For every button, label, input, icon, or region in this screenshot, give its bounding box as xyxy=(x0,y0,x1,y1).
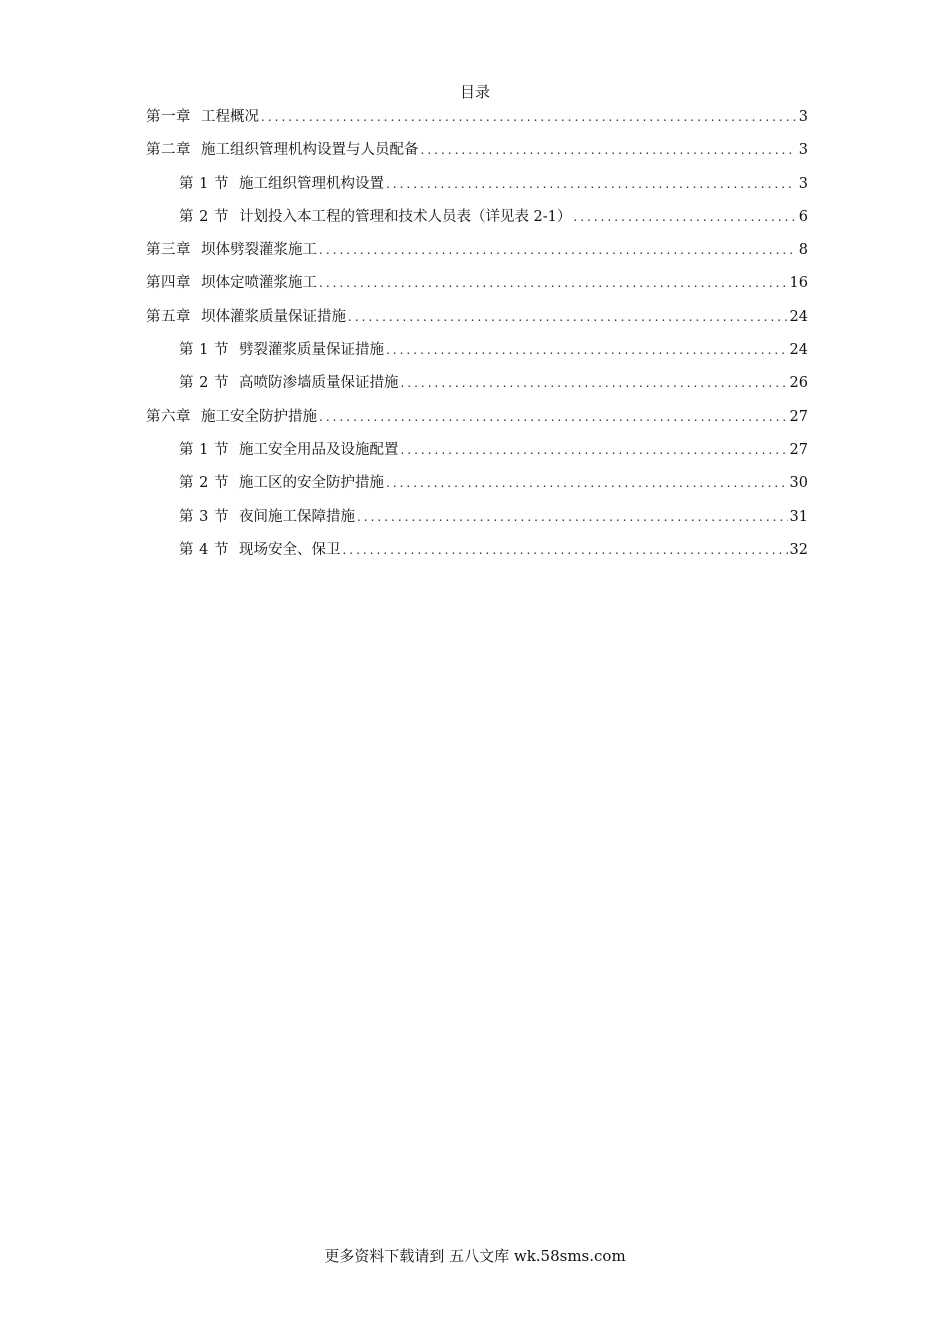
toc-entry-number: 第 1 节 xyxy=(179,175,229,192)
toc-dot-leader xyxy=(573,207,796,227)
toc-entry[interactable] xyxy=(146,140,808,173)
toc-entry-text: 施工安全用品及设施配置 xyxy=(238,441,399,458)
toc-entry-text: 工程概况 xyxy=(201,109,259,125)
toc-entry[interactable] xyxy=(146,540,808,573)
toc-entry-text: 计划投入本工程的管理和技术人员表（详见表 2-1） xyxy=(238,208,572,225)
toc-entry[interactable] xyxy=(146,240,808,273)
toc-entry-number: 第三章 xyxy=(146,242,191,259)
toc-entry-page: 24 xyxy=(789,342,808,359)
toc-entry-number: 第 1 节 xyxy=(179,342,229,359)
toc-entry-text: 夜间施工保障措施 xyxy=(238,508,355,525)
toc-dot-leader xyxy=(421,140,797,160)
toc-entry-text: 施工安全防护措施 xyxy=(201,408,317,425)
toc-entry-number: 第 1 节 xyxy=(179,441,229,458)
toc-entry-number: 第 2 节 xyxy=(179,208,229,225)
toc-entry[interactable] xyxy=(146,340,808,373)
toc-dot-leader xyxy=(386,473,788,493)
toc-entry[interactable] xyxy=(146,273,808,306)
toc-entry-page: 3 xyxy=(798,175,808,192)
toc-entry-text: 现场安全、保卫 xyxy=(238,541,341,558)
page-footer: 更多资料下载请到 五八文库 wk.58sms.com xyxy=(324,1247,626,1265)
toc-entry[interactable] xyxy=(146,440,808,473)
table-of-contents xyxy=(146,107,808,573)
toc-entry-number: 第 4 节 xyxy=(179,541,229,558)
toc-entry-text: 坝体定喷灌浆施工 xyxy=(201,275,317,292)
toc-entry-text: 劈裂灌浆质量保证措施 xyxy=(238,342,384,359)
toc-entry[interactable] xyxy=(146,473,808,506)
toc-entry-page: 32 xyxy=(789,541,808,558)
toc-entry-page: 3 xyxy=(798,142,808,159)
toc-entry-page: 8 xyxy=(798,242,808,259)
toc-dot-leader xyxy=(400,373,787,393)
toc-entry-page: 24 xyxy=(789,308,808,325)
toc-entry-number: 第 2 节 xyxy=(179,375,229,392)
toc-entry-number: 第五章 xyxy=(146,308,191,325)
toc-entry-number: 第 3 节 xyxy=(179,508,229,525)
toc-dot-leader xyxy=(386,174,796,194)
toc-entry[interactable] xyxy=(146,207,808,240)
toc-entry-page: 6 xyxy=(798,208,808,225)
toc-entry-page: 27 xyxy=(789,441,808,458)
toc-entry-text: 坝体灌浆质量保证措施 xyxy=(201,308,346,325)
toc-entry-page: 3 xyxy=(798,109,808,125)
toc-entry-number: 第四章 xyxy=(146,275,191,292)
toc-entry-page: 26 xyxy=(789,375,808,392)
toc-dot-leader xyxy=(319,240,796,260)
toc-entry-text: 坝体劈裂灌浆施工 xyxy=(201,242,317,259)
toc-dot-leader xyxy=(400,440,787,460)
toc-entry-number: 第 2 节 xyxy=(179,475,229,492)
toc-dot-leader xyxy=(386,340,788,360)
toc-entry-text: 施工组织管理机构设置与人员配备 xyxy=(201,142,419,159)
toc-title: 目录 xyxy=(459,83,490,101)
toc-dot-leader xyxy=(319,273,788,293)
toc-entry[interactable] xyxy=(146,407,808,440)
toc-dot-leader xyxy=(357,507,788,527)
toc-dot-leader xyxy=(348,307,788,327)
toc-entry[interactable] xyxy=(146,373,808,406)
toc-entry[interactable] xyxy=(146,507,808,540)
toc-dot-leader xyxy=(319,407,788,427)
toc-entry-page: 27 xyxy=(789,408,808,425)
toc-dot-leader xyxy=(261,107,796,127)
toc-entry[interactable] xyxy=(146,107,808,140)
toc-entry-number: 第一章 xyxy=(146,109,191,125)
toc-entry-page: 16 xyxy=(789,275,808,292)
toc-dot-leader xyxy=(342,540,787,560)
toc-entry-text: 施工组织管理机构设置 xyxy=(238,175,384,192)
toc-entry-number: 第二章 xyxy=(146,142,191,159)
toc-entry[interactable] xyxy=(146,174,808,207)
toc-entry-page: 31 xyxy=(789,508,808,525)
toc-entry-text: 施工区的安全防护措施 xyxy=(238,475,384,492)
toc-entry[interactable] xyxy=(146,307,808,340)
toc-entry-number: 第六章 xyxy=(146,408,191,425)
toc-entry-text: 高喷防渗墙质量保证措施 xyxy=(238,375,399,392)
toc-entry-page: 30 xyxy=(789,475,808,492)
